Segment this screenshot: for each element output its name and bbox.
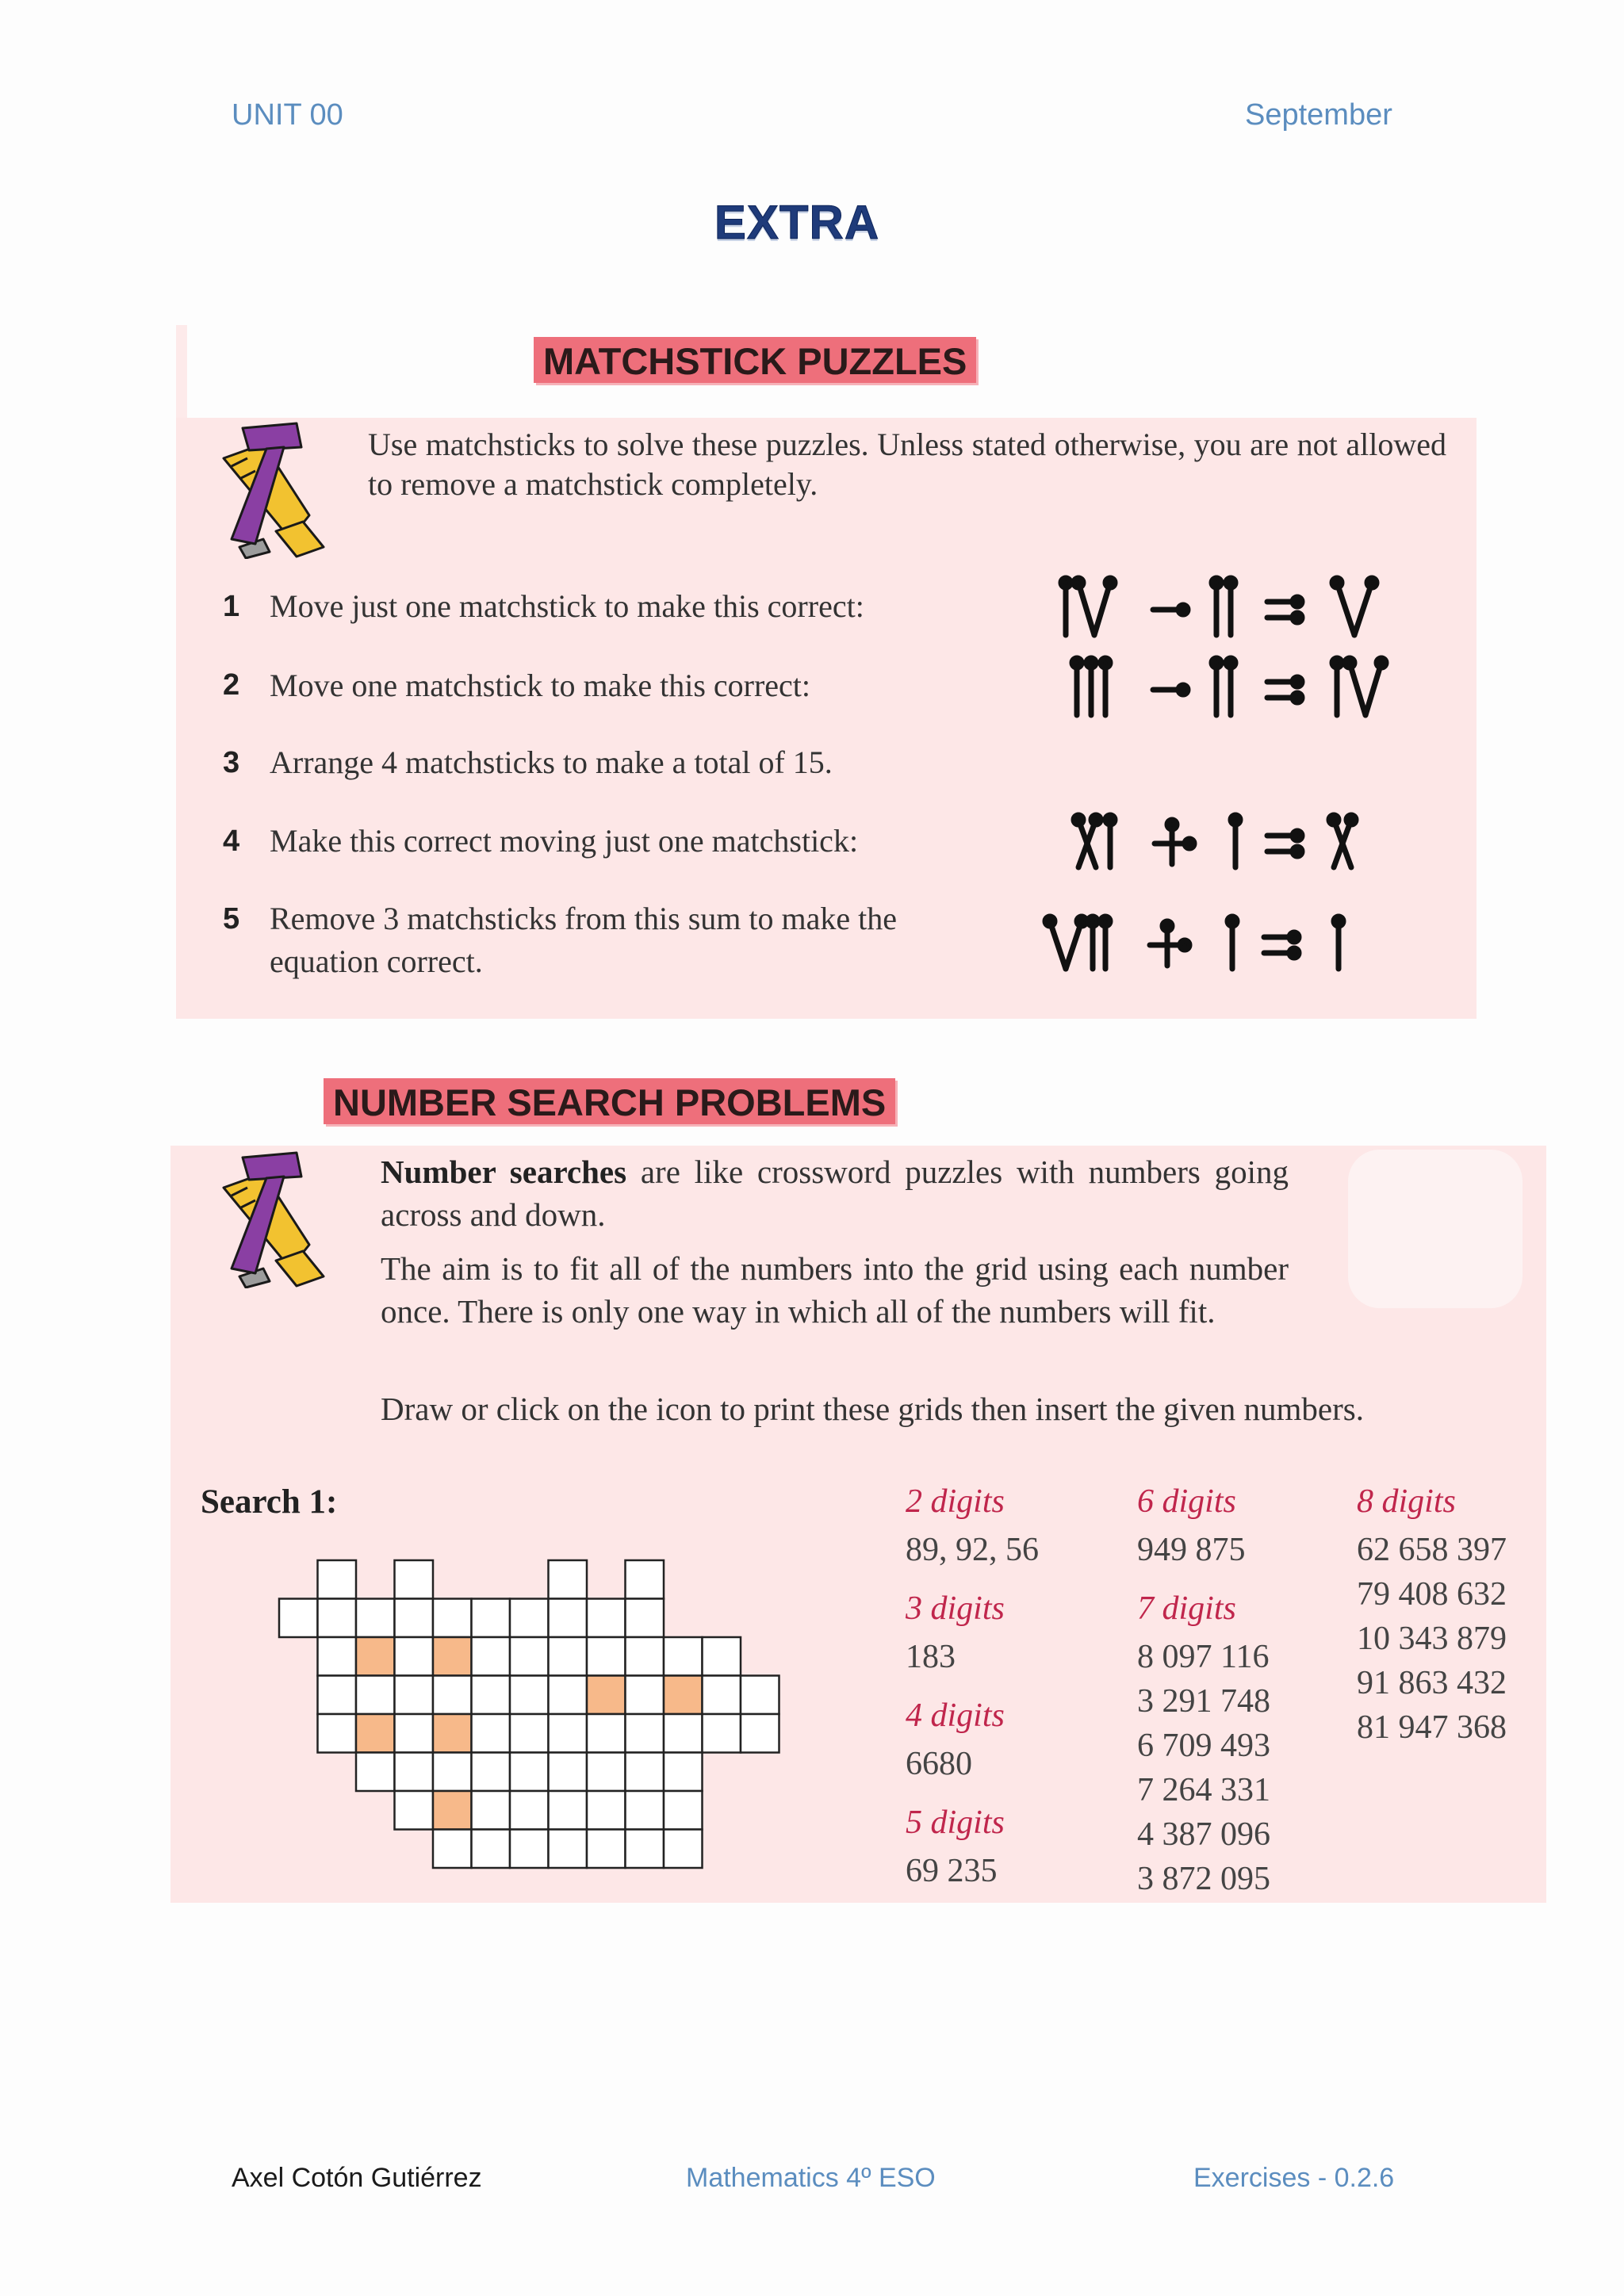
print-icon[interactable] (1348, 1150, 1522, 1308)
grid-cell-blocked[interactable] (356, 1714, 395, 1753)
grid-cell[interactable] (587, 1637, 626, 1676)
grid-cell-blocked[interactable] (433, 1714, 472, 1753)
grid-cell[interactable] (626, 1830, 665, 1869)
grid-cell[interactable] (510, 1637, 549, 1676)
equation-1 (1055, 575, 1404, 646)
number-search-heading: NUMBER SEARCH PROBLEMS (324, 1078, 895, 1124)
group-heading: 5 digits (906, 1804, 1005, 1841)
grid-cell[interactable] (587, 1830, 626, 1869)
grid-cell[interactable] (318, 1637, 357, 1676)
grid-cell[interactable] (510, 1714, 549, 1753)
group-heading: 3 digits (906, 1590, 1005, 1627)
page-title: EXTRA (714, 196, 880, 249)
group-value: 183 (906, 1639, 956, 1675)
grid-cell[interactable] (433, 1830, 472, 1869)
group-heading: 6 digits (1137, 1483, 1236, 1520)
unit-label: UNIT 00 (232, 98, 343, 132)
group-value: 3 291 748 (1137, 1683, 1270, 1720)
matchstick-heading: MATCHSTICK PUZZLES (534, 337, 976, 383)
group-value: 6680 (906, 1746, 972, 1782)
grid-cell[interactable] (433, 1676, 472, 1715)
number-search-paragraph-2: The aim is to fit all of the numbers into the grid using each number once. There is only one way in which all of the numbers will fit. (381, 1250, 1289, 1330)
grid-cell[interactable] (587, 1599, 626, 1638)
item-number: 4 (223, 825, 240, 858)
grid-cell[interactable] (395, 1791, 434, 1830)
matchstick-intro: Use matchsticks to solve these puzzles. Unless stated otherwise, you are not allowed to remove a matchstick completely. (368, 427, 1446, 502)
item-text: Move just one matchstick to make this correct: (270, 588, 864, 624)
item-number: 3 (223, 746, 240, 779)
footer-ref: Exercises - 0.2.6 (1193, 2163, 1395, 2193)
grid-cell[interactable] (741, 1714, 779, 1753)
group-value: 4 387 096 (1137, 1816, 1270, 1853)
grid-cell[interactable] (549, 1676, 588, 1715)
grid-cell[interactable] (549, 1560, 588, 1599)
grid-cell[interactable] (318, 1676, 357, 1715)
item-number: 5 (223, 902, 240, 936)
grid-cell[interactable] (510, 1791, 549, 1830)
equation-3 (1055, 809, 1404, 880)
group-value: 91 863 432 (1357, 1665, 1507, 1701)
grid-cell[interactable] (703, 1637, 741, 1676)
group-value: 3 872 095 (1137, 1861, 1270, 1897)
month-label: September (1245, 98, 1392, 132)
panel-edge (176, 325, 187, 419)
group-value: 949 875 (1137, 1532, 1246, 1568)
grid-cell[interactable] (433, 1753, 472, 1792)
grid-cell[interactable] (626, 1676, 665, 1715)
grid-cell[interactable] (472, 1753, 511, 1792)
grid-cell[interactable] (472, 1714, 511, 1753)
equation-4 (1039, 910, 1388, 982)
grid-cell[interactable] (318, 1714, 357, 1753)
group-value: 6 709 493 (1137, 1728, 1270, 1764)
grid-cell[interactable] (626, 1560, 665, 1599)
para-text: are like crossword puzzles with numbers going across and down. (381, 1154, 1289, 1233)
grid-cell-blocked[interactable] (433, 1791, 472, 1830)
grid-cell[interactable] (587, 1714, 626, 1753)
grid-cell[interactable] (664, 1830, 703, 1869)
group-value: 62 658 397 (1357, 1532, 1507, 1568)
item-text: Arrange 4 matchsticks to make a total of 15. (270, 744, 833, 780)
grid-cell[interactable] (395, 1637, 434, 1676)
grid-cell[interactable] (549, 1791, 588, 1830)
grid-cell[interactable] (549, 1753, 588, 1792)
grid-cell[interactable] (395, 1599, 434, 1638)
grid-cell[interactable] (664, 1791, 703, 1830)
footer-subject: Mathematics 4º ESO (686, 2163, 936, 2193)
grid-cell[interactable] (664, 1714, 703, 1753)
grid-cell[interactable] (626, 1753, 665, 1792)
group-heading: 2 digits (906, 1483, 1005, 1520)
item-text: Remove 3 matchsticks from this sum to make the equation correct. (270, 901, 897, 979)
grid-cell[interactable] (549, 1714, 588, 1753)
group-value: 89, 92, 56 (906, 1532, 1039, 1568)
item-number: 2 (223, 668, 240, 702)
grid-cell-blocked[interactable] (664, 1676, 703, 1715)
item-number: 1 (223, 590, 240, 623)
group-heading: 8 digits (1357, 1483, 1456, 1520)
grid-cell[interactable] (472, 1599, 511, 1638)
item-text: Move one matchstick to make this correct: (270, 668, 811, 703)
grid-cell[interactable] (664, 1753, 703, 1792)
grid-cell[interactable] (549, 1830, 588, 1869)
grid-cell[interactable] (703, 1714, 741, 1753)
search-label: Search 1: (201, 1483, 338, 1521)
number-grid (278, 1559, 785, 1876)
tools-icon (208, 420, 335, 559)
grid-cell[interactable] (664, 1637, 703, 1676)
grid-cell[interactable] (318, 1560, 357, 1599)
grid-cell[interactable] (741, 1676, 779, 1715)
grid-cell[interactable] (510, 1753, 549, 1792)
group-value: 8 097 116 (1137, 1639, 1270, 1675)
grid-cell[interactable] (703, 1676, 741, 1715)
grid-cell[interactable] (395, 1753, 434, 1792)
grid-cell[interactable] (587, 1753, 626, 1792)
grid-cell[interactable] (626, 1791, 665, 1830)
grid-cell[interactable] (472, 1791, 511, 1830)
group-value: 10 343 879 (1357, 1621, 1507, 1657)
number-search-paragraph-3: Draw or click on the icon to print these grids then insert the given numbers. (381, 1391, 1364, 1427)
grid-cell[interactable] (626, 1599, 665, 1638)
grid-cell[interactable] (279, 1599, 318, 1638)
grid-cell[interactable] (587, 1791, 626, 1830)
grid-cell[interactable] (356, 1676, 395, 1715)
grid-cell-blocked[interactable] (587, 1676, 626, 1715)
grid-cell[interactable] (356, 1753, 395, 1792)
group-heading: 4 digits (906, 1697, 1005, 1734)
group-value: 7 264 331 (1137, 1772, 1270, 1808)
grid-cell[interactable] (395, 1714, 434, 1753)
grid-cell[interactable] (433, 1599, 472, 1638)
bold-term: Number searches (381, 1154, 627, 1190)
grid-cell[interactable] (549, 1637, 588, 1676)
grid-cell[interactable] (395, 1676, 434, 1715)
grid-cell[interactable] (510, 1830, 549, 1869)
grid-cell[interactable] (626, 1637, 665, 1676)
group-value: 69 235 (906, 1853, 998, 1889)
grid-cell-blocked[interactable] (356, 1637, 395, 1676)
grid-cell[interactable] (510, 1676, 549, 1715)
grid-cell[interactable] (356, 1599, 395, 1638)
equation-2 (1055, 655, 1404, 726)
group-value: 79 408 632 (1357, 1576, 1507, 1613)
tools-icon (208, 1150, 335, 1288)
grid-cell[interactable] (510, 1599, 549, 1638)
item-text: Make this correct moving just one matchstick: (270, 823, 859, 859)
grid-cell[interactable] (472, 1830, 511, 1869)
number-search-paragraph-1 (381, 1150, 1289, 1236)
grid-cell[interactable] (472, 1676, 511, 1715)
group-value: 81 947 368 (1357, 1709, 1507, 1746)
footer-author: Axel Cotón Gutiérrez (232, 2163, 482, 2193)
grid-cell[interactable] (626, 1714, 665, 1753)
grid-cell[interactable] (318, 1599, 357, 1638)
grid-cell-blocked[interactable] (433, 1637, 472, 1676)
grid-cell[interactable] (395, 1560, 434, 1599)
group-heading: 7 digits (1137, 1590, 1236, 1627)
grid-cell[interactable] (472, 1637, 511, 1676)
grid-cell[interactable] (549, 1599, 588, 1638)
